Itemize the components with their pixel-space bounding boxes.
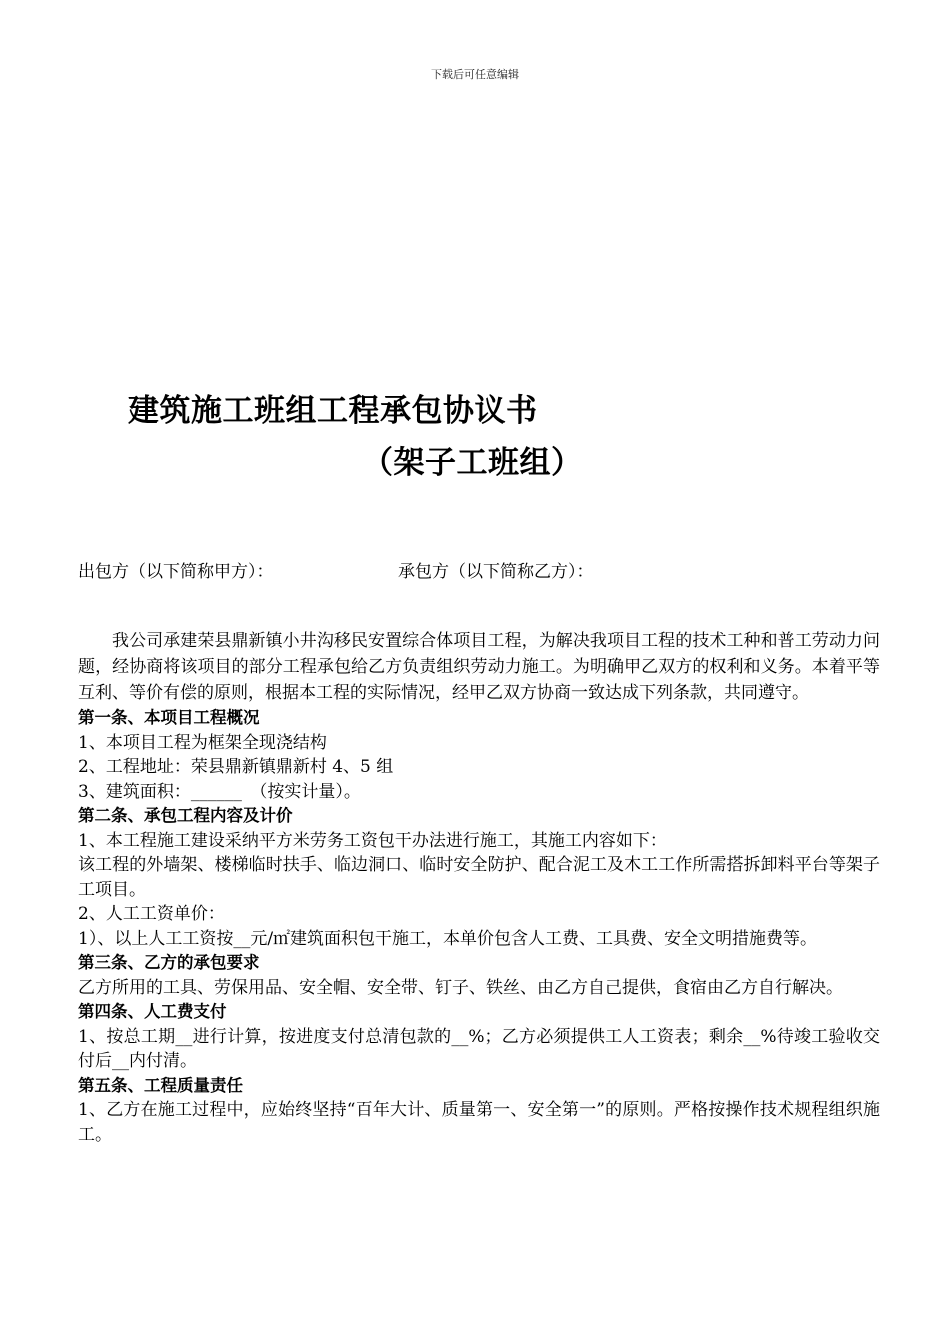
article-1-line: 1、本项目工程为框架全现浇结构	[78, 732, 327, 753]
page-header-note: 下载后可任意编辑	[431, 68, 519, 81]
article-2-heading: 第二条、承包工程内容及计价	[78, 806, 293, 825]
article-3-heading: 第三条、乙方的承包要求	[78, 953, 260, 972]
intro-paragraph: 我公司承建荣县鼎新镇小井沟移民安置综合体项目工程，为解决我项目工程的技术工种和普工劳动力问题，经协商将该项目的部分工程承包给乙方负责组织劳动力施工。为明确甲乙双方的权利和义务。本着平等互利、等价有偿的原则，根据本工程的实际情况，经甲乙双方协商一致达成下列条款，共同遵守。	[78, 631, 880, 703]
agreement-body	[78, 628, 880, 1147]
article-1-line: 2、工程地址：荣县鼎新镇鼎新村 4、5 组	[78, 757, 394, 777]
article-5-heading: 第五条、工程质量责任	[78, 1075, 243, 1095]
article-5-line: 1、乙方在施工过程中，应始终坚持“百年大计、质量第一、安全第一”的原则。严格按操作技术规程组织施工。	[78, 1100, 880, 1145]
party-b-label: 承包方（以下简称乙方）：	[398, 562, 594, 582]
article-1-line: 3、建筑面积：______ （按实计量）。	[78, 781, 361, 802]
article-2-line: 该工程的外墙架、楼梯临时扶手、临边洞口、临时安全防护、配合泥工及木工工作所需搭拆卸料平台等架子工项目。	[78, 855, 880, 900]
article-2-line: 1、本工程施工建设采纳平方米劳务工资包干办法进行施工，其施工内容如下：	[78, 830, 667, 851]
party-a-label: 出包方（以下简称甲方）：	[78, 562, 274, 582]
article-1-heading: 第一条、本项目工程概况	[78, 708, 260, 727]
article-3-line: 乙方所用的工具、劳保用品、安全帽、安全带、钉子、铁丝、由乙方自己提供，食宿由乙方自行解决。	[78, 977, 843, 998]
article-2-line: 2、人工工资单价：	[78, 904, 225, 924]
document-subtitle: （架子工班组）	[362, 445, 583, 481]
article-4-heading: 第四条、人工费支付	[78, 1002, 227, 1021]
article-4-line: 1、按总工期__进行计算，按进度支付总清包款的__%；乙方必须提供工人工资表；剩余__%待竣工验收交付后__内付清。	[78, 1026, 880, 1071]
document-title: 建筑施工班组工程承包协议书	[128, 393, 538, 429]
article-2-line: 1）、以上人工工资按__元/㎡建筑面积包干施工，本单价包含人工费、工具费、安全文明措施费等。	[78, 928, 818, 949]
